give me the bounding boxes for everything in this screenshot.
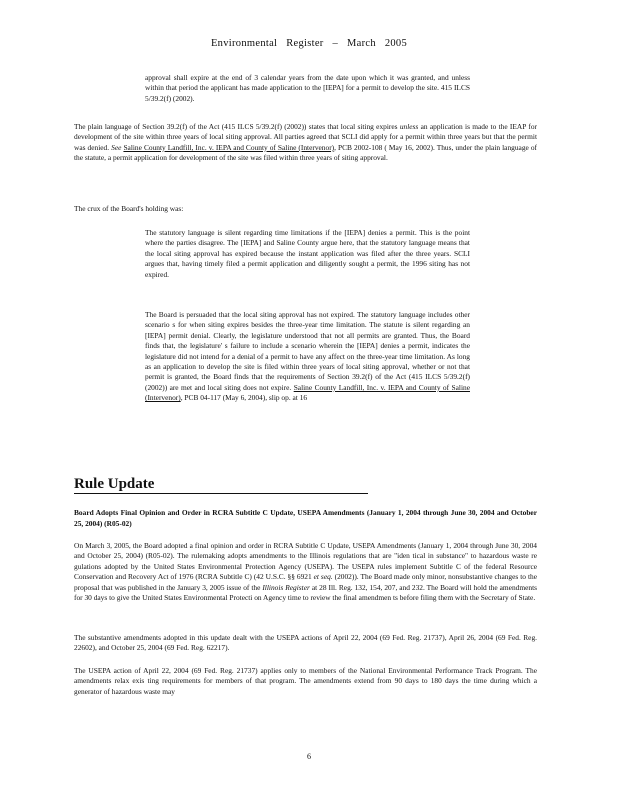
page-number: 6: [307, 752, 311, 761]
april-text: The USEPA action of April 22, 2004 (69 Fed. Reg. 21737) applies only to members of the National Environmental Performance Track Program. The amendments relax exis ting requirements for members of that program. The amendments extend from 90 days to 180 days the time during which a generator of hazardous waste may: [74, 666, 537, 696]
running-header: Environmental Register – March 2005: [210, 38, 408, 49]
block-quote-statute: [145, 73, 470, 104]
paragraph-plain-language: [74, 122, 537, 164]
section-title: Rule Update: [74, 476, 155, 492]
rule-heading: Board Adopts Final Opinion and Order in RCRA Subtitle C Update, USEPA Amendments (January 1, 2004 through June 30, 2004 and October 25, 2004) (R05-02): [74, 508, 537, 528]
quote-text: approval shall expire at the end of 3 calendar years from the date upon which it was granted, and unless within that period the applicant has made application to the [IEPA] for a permit to develop the site. 415 ILCS 5/39.2(f) (2002).: [145, 73, 470, 103]
text-segment: an application is made to the IEAP for development of the site within three years of local siting approval. All parties agreed that SCLI did apply for a permit within three years but that the permit was denied.: [74, 122, 537, 152]
italic-et-seq: et seq.: [313, 572, 333, 582]
text-segment: , PCB 04-117 (May 6, 2004), slip op. at 16: [180, 393, 308, 403]
block-quote-holding-2: [145, 310, 470, 404]
text-segment: The plain language of Section 39.2(f) of the Act (415 ILCS 5/39.2(f) (2002)) states that local siting expires: [74, 122, 398, 131]
italic-unless: unless: [399, 122, 419, 131]
paragraph-march: [74, 541, 537, 603]
crux-text: The crux of the Board's holding was:: [74, 204, 184, 213]
paragraph-crux: [74, 204, 537, 214]
quote-text: The Board is persuaded that the local siting approval has not expired. The statutory language includes other scenario s for when siting expires besides the three-year time limitation. The statute is silent regarding an [IEPA] permit denial. Clearly, the legislature understood that not all permits are granted. Thus, the Board finds that, the legislature' s failure to include a scenario wherein the [IEPA] denies a permit, indicates the legislature did not intend for a denial of a permit to have any affect on the three-year time limitation. As long as an application to develop the site is filed within three years of local siting approval, whether or not that permit is granted, the Board finds that the requirements of Section 39.2(f) of the Act (415 ILCS 5/39.2(f) (2002)) are met and local siting does not expire.: [145, 310, 470, 392]
italic-illinois-register: Illinois Register: [262, 582, 310, 592]
text-segment: at 28 Ill. Reg. 132, 154, 207, and 232. The Board will hold the amendments for 30 days to give the United States Environmental Protecti on Agency time to review the final amendmen ts before filing them with the Secretary of State.: [74, 582, 537, 603]
italic-see: See: [111, 142, 122, 152]
block-quote-holding-1: [145, 228, 470, 280]
paragraph-april: [74, 666, 537, 697]
text-segment: (2002)). The Board made only minor, nonsubstantive changes to the proposal that was published in the January 3, 2005 issue of the: [74, 572, 537, 592]
case-citation: Saline County Landfill, Inc. v. IEPA and County of Saline (Intervenor): [123, 142, 335, 152]
case-citation: Saline County Landfill, Inc. v. IEPA and County of Saline (Intervenor): [145, 382, 470, 403]
paragraph-substantive: [74, 633, 537, 654]
section-divider: [74, 493, 368, 494]
text-segment: , PCB 2002-108 ( May 16, 2002). Thus, under the plain language of the statute, a permit application for development of the site was filed within three years of siting approval.: [74, 142, 537, 163]
quote-text: The statutory language is silent regarding time limitations if the [IEPA] denies a permit. This is the point where the parties disagree. The [IEPA] and Saline County argue here, that the statutory language means that the local siting approval has expired because the instant application was filed after the three years. SCLI argues that, having timely filed a permit application and diligently sought a permit, the 1996 siting has not expired.: [145, 228, 470, 279]
text-segment: On March 3, 2005, the Board adopted a final opinion and order in RCRA Subtitle C Update, USEPA Amendments (January 1, 2004 through June 30, 2004 and October 25, 2004) (R05-02). The rulemaking adopts amendments to the Illinois regulations that are "iden tical in substance" to hazardous waste re gulations adopted by the United States Environmental Protection Agency (USEPA). The USEPA rules implement Subtitle C of the federal Resource Conservation and Recovery Act of 1976 (RCRA Subtitle C) (42 U.S.C. §§ 6921: [74, 541, 537, 582]
substantive-text: The substantive amendments adopted in this update dealt with the USEPA actions of April 22, 2004 (69 Fed. Reg. 21737), April 26, 2004 (69 Fed. Reg. 22602), and October 25, 2004 (69 Fed. Reg. 62217).: [74, 633, 537, 653]
